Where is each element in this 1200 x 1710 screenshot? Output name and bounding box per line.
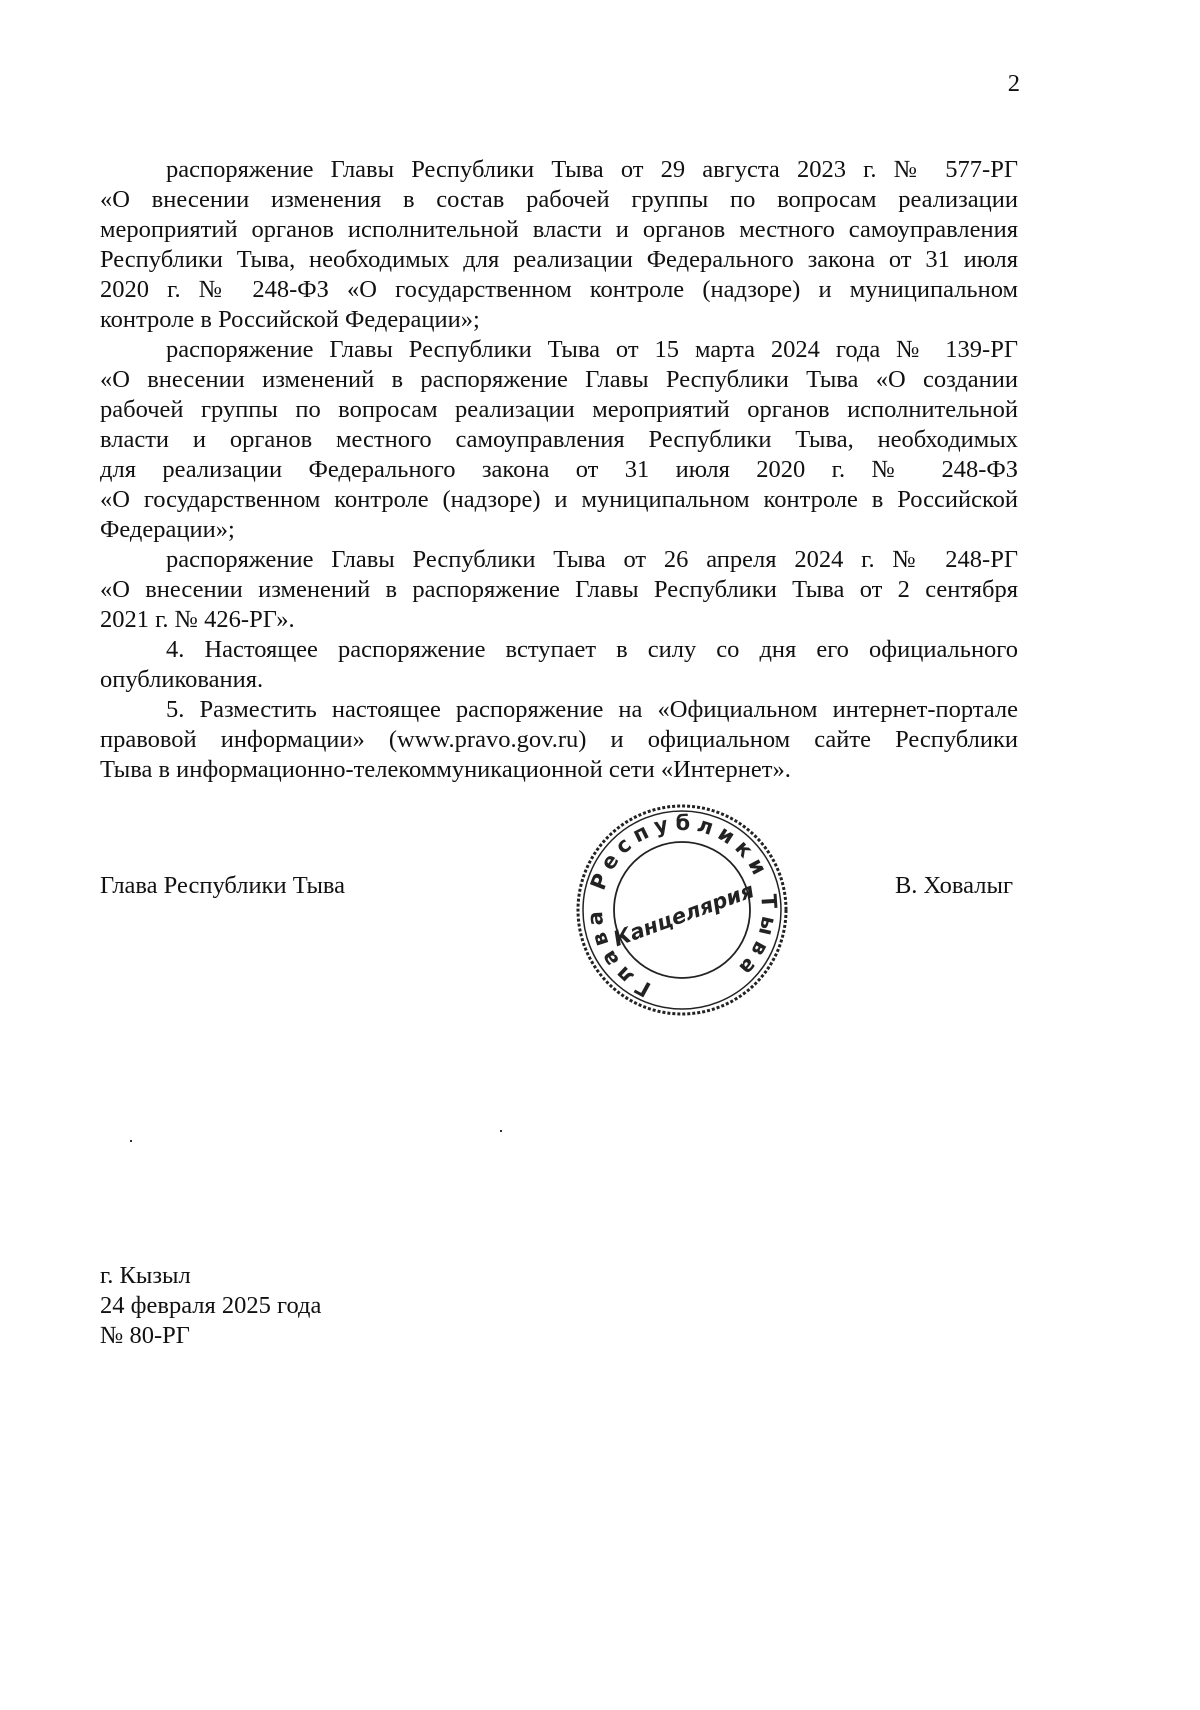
- signatory-position: Глава Республики Тыва: [100, 872, 346, 899]
- paragraph: [100, 335, 1018, 545]
- official-stamp: [572, 800, 792, 1020]
- text-line: распоряжение Главы Республики Тыва от 15 марта 2024 года № 139-РГ: [166, 336, 1018, 363]
- text-line: рабочей группы по вопросам реализации мероприятий органов исполнительной: [100, 396, 1018, 423]
- scan-speck: [500, 1130, 502, 1132]
- text-line: «О внесении изменений в распоряжение Главы Республики Тыва от 2 сентября: [100, 576, 1018, 603]
- document-footer: [100, 1261, 321, 1351]
- paragraph: [100, 155, 1018, 335]
- footer-date: 24 февраля 2025 года: [100, 1292, 322, 1319]
- footer-city: г. Кызыл: [100, 1262, 191, 1289]
- paragraph: [100, 635, 1018, 695]
- text-line: 2021 г. № 426-РГ».: [100, 606, 295, 633]
- signatory-name: В. Ховалыг: [894, 872, 1013, 899]
- stamp-ring-text: Глава Республики Тыва: [582, 810, 782, 1002]
- text-line: контроле в Российской Федерации»;: [100, 306, 480, 333]
- text-line: «О внесении изменений в распоряжение Главы Республики Тыва «О создании: [100, 366, 1018, 393]
- text-line: 4. Настоящее распоряжение вступает в силу со дня его официального: [166, 636, 1018, 663]
- stamp-center-text: Канцелярия: [610, 878, 758, 952]
- text-line: «О внесении изменения в состав рабочей группы по вопросам реализации: [100, 186, 1018, 213]
- text-line: распоряжение Главы Республики Тыва от 29 августа 2023 г. № 577-РГ: [166, 156, 1018, 183]
- text-line: Федерации»;: [100, 516, 235, 543]
- footer-number: № 80-РГ: [100, 1322, 190, 1349]
- text-line: 2020 г. № 248-ФЗ «О государственном контроле (надзоре) и муниципальном: [100, 276, 1018, 303]
- text-line: мероприятий органов исполнительной власти и органов местного самоуправления: [100, 216, 1018, 243]
- paragraph: [100, 695, 1018, 785]
- document-body: [100, 155, 1018, 785]
- text-line: 5. Разместить настоящее распоряжение на «Официальном интернет-портале: [166, 696, 1018, 723]
- text-line: Республики Тыва, необходимых для реализации Федерального закона от 31 июля: [100, 246, 1018, 273]
- text-line: правовой информации» (www.pravo.gov.ru) и официальном сайте Республики: [100, 726, 1018, 753]
- text-line: Тыва в информационно-телекоммуникационной сети «Интернет».: [100, 756, 791, 783]
- page-number: 2: [1007, 70, 1020, 97]
- text-line: «О государственном контроле (надзоре) и муниципальном контроле в Российской: [100, 486, 1018, 513]
- scan-speck: [130, 1140, 132, 1142]
- text-line: опубликования.: [100, 666, 264, 693]
- text-line: для реализации Федерального закона от 31 июля 2020 г. № 248-ФЗ: [100, 456, 1018, 483]
- paragraph: [100, 545, 1018, 635]
- text-line: власти и органов местного самоуправления Республики Тыва, необходимых: [100, 426, 1018, 453]
- text-line: распоряжение Главы Республики Тыва от 26 апреля 2024 г. № 248-РГ: [166, 546, 1018, 573]
